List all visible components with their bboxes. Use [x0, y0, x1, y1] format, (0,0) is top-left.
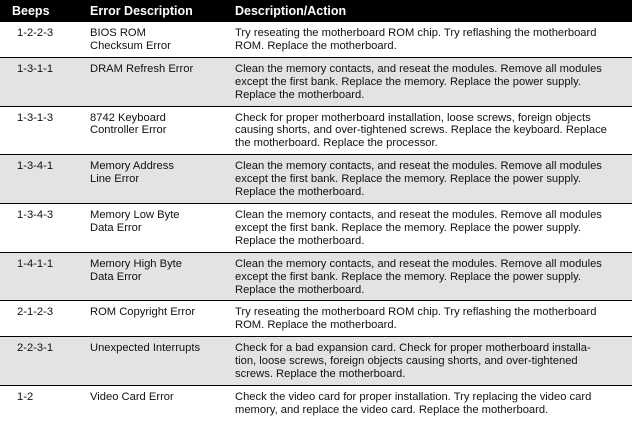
action-line: Clean the memory contacts, and reseat the modules. Remove all modules	[235, 257, 602, 270]
header-row	[0, 0, 632, 22]
error-line: ROM Copyright Error	[90, 306, 196, 319]
action-cell	[231, 22, 632, 57]
beeps-cell: 1-4-1-1	[0, 252, 80, 301]
error-description-cell	[80, 203, 231, 252]
table-row	[0, 106, 632, 155]
action-cell	[231, 155, 632, 204]
table-row	[0, 203, 632, 252]
action-line: Replace the motherboard.	[235, 234, 365, 247]
error-line: 8742 Keyboard	[90, 111, 166, 124]
table-row	[0, 22, 632, 57]
error-line: Checksum Error	[90, 39, 171, 52]
action-line: screws. Replace the motherboard.	[235, 368, 406, 381]
action-line: memory, and replace the video card. Replace the motherboard.	[235, 403, 549, 416]
action-cell	[231, 252, 632, 301]
action-line: Clean the memory contacts, and reseat the modules. Remove all modules	[235, 62, 602, 75]
action-line: Check for proper motherboard installation, loose screws, foreign objects	[235, 111, 591, 124]
beeps-cell: 1-3-4-3	[0, 203, 80, 252]
error-line: Data Error	[90, 221, 142, 234]
action-line: ROM. Replace the motherboard.	[235, 39, 397, 52]
action-line: Check for a bad expansion card. Check for proper motherboard installa-	[235, 342, 591, 355]
header-beeps: Beeps	[0, 0, 80, 22]
table-row	[0, 252, 632, 301]
action-line: Replace the motherboard.	[235, 283, 365, 296]
beeps-cell: 2-1-2-3	[0, 301, 80, 337]
error-description-cell	[80, 22, 231, 57]
beeps-cell: 1-2-2-3	[0, 22, 80, 57]
error-line: DRAM Refresh Error	[90, 62, 194, 75]
header-error-description: Error Description	[80, 0, 231, 22]
action-cell	[231, 301, 632, 337]
beeps-cell: 1-3-1-3	[0, 106, 80, 155]
beeps-cell: 1-3-4-1	[0, 155, 80, 204]
error-description-cell	[80, 301, 231, 337]
table-row	[0, 57, 632, 106]
beeps-cell: 1-2	[17, 390, 34, 403]
table-row	[0, 301, 632, 337]
action-line: ROM. Replace the motherboard.	[235, 319, 397, 332]
action-cell	[231, 385, 632, 420]
beeps-cell: 2-2-3-1	[0, 337, 80, 386]
error-line: Video Card Error	[90, 390, 174, 403]
error-description-cell	[80, 57, 231, 106]
action-line: except the first bank. Replace the memory. Replace the power supply.	[235, 270, 581, 283]
action-cell	[231, 57, 632, 106]
action-line: Replace the motherboard.	[235, 88, 365, 101]
error-line: Line Error	[90, 173, 140, 186]
error-line: Data Error	[90, 270, 142, 283]
action-line: the motherboard. Replace the processor.	[235, 137, 438, 150]
action-line: except the first bank. Replace the memory. Replace the power supply.	[235, 173, 581, 186]
error-line: BIOS ROM	[90, 27, 146, 39]
table-row	[0, 155, 632, 204]
action-cell	[231, 337, 632, 386]
error-description-cell	[80, 155, 231, 204]
action-line: Clean the memory contacts, and reseat the modules. Remove all modules	[235, 160, 602, 173]
action-line: Check the video card for proper installation. Try replacing the video card	[235, 390, 592, 403]
action-line: Try reseating the motherboard ROM chip. Try reflashing the motherboard	[235, 27, 597, 39]
action-line: Try reseating the motherboard ROM chip. Try reflashing the motherboard	[235, 306, 597, 319]
error-line: Memory Low Byte	[90, 208, 180, 221]
table-row	[0, 385, 632, 420]
error-line: Memory Address	[90, 160, 174, 173]
error-description-cell	[80, 252, 231, 301]
action-cell	[231, 203, 632, 252]
error-description-cell	[80, 385, 231, 420]
action-line: tion, loose screws, foreign objects causing shorts, and over-tightened	[235, 355, 578, 368]
beeps-cell: 1-3-1-1	[0, 57, 80, 106]
action-line: Clean the memory contacts, and reseat the modules. Remove all modules	[235, 208, 602, 221]
action-line: except the first bank. Replace the memory. Replace the power supply.	[235, 221, 581, 234]
table-row	[0, 337, 632, 386]
error-description-cell	[80, 337, 231, 386]
action-cell	[231, 106, 632, 155]
error-description-cell	[80, 106, 231, 155]
error-line: Controller Error	[90, 124, 167, 137]
action-line: Replace the motherboard.	[235, 186, 365, 199]
error-line: Unexpected Interrupts	[90, 342, 201, 355]
header-description-action: Description/Action	[231, 0, 632, 22]
error-line: Memory High Byte	[90, 257, 183, 270]
action-line: except the first bank. Replace the memory. Replace the power supply.	[235, 75, 581, 88]
action-line: causing shorts, and over-tightened screws. Replace the keyboard. Replace	[235, 124, 607, 137]
